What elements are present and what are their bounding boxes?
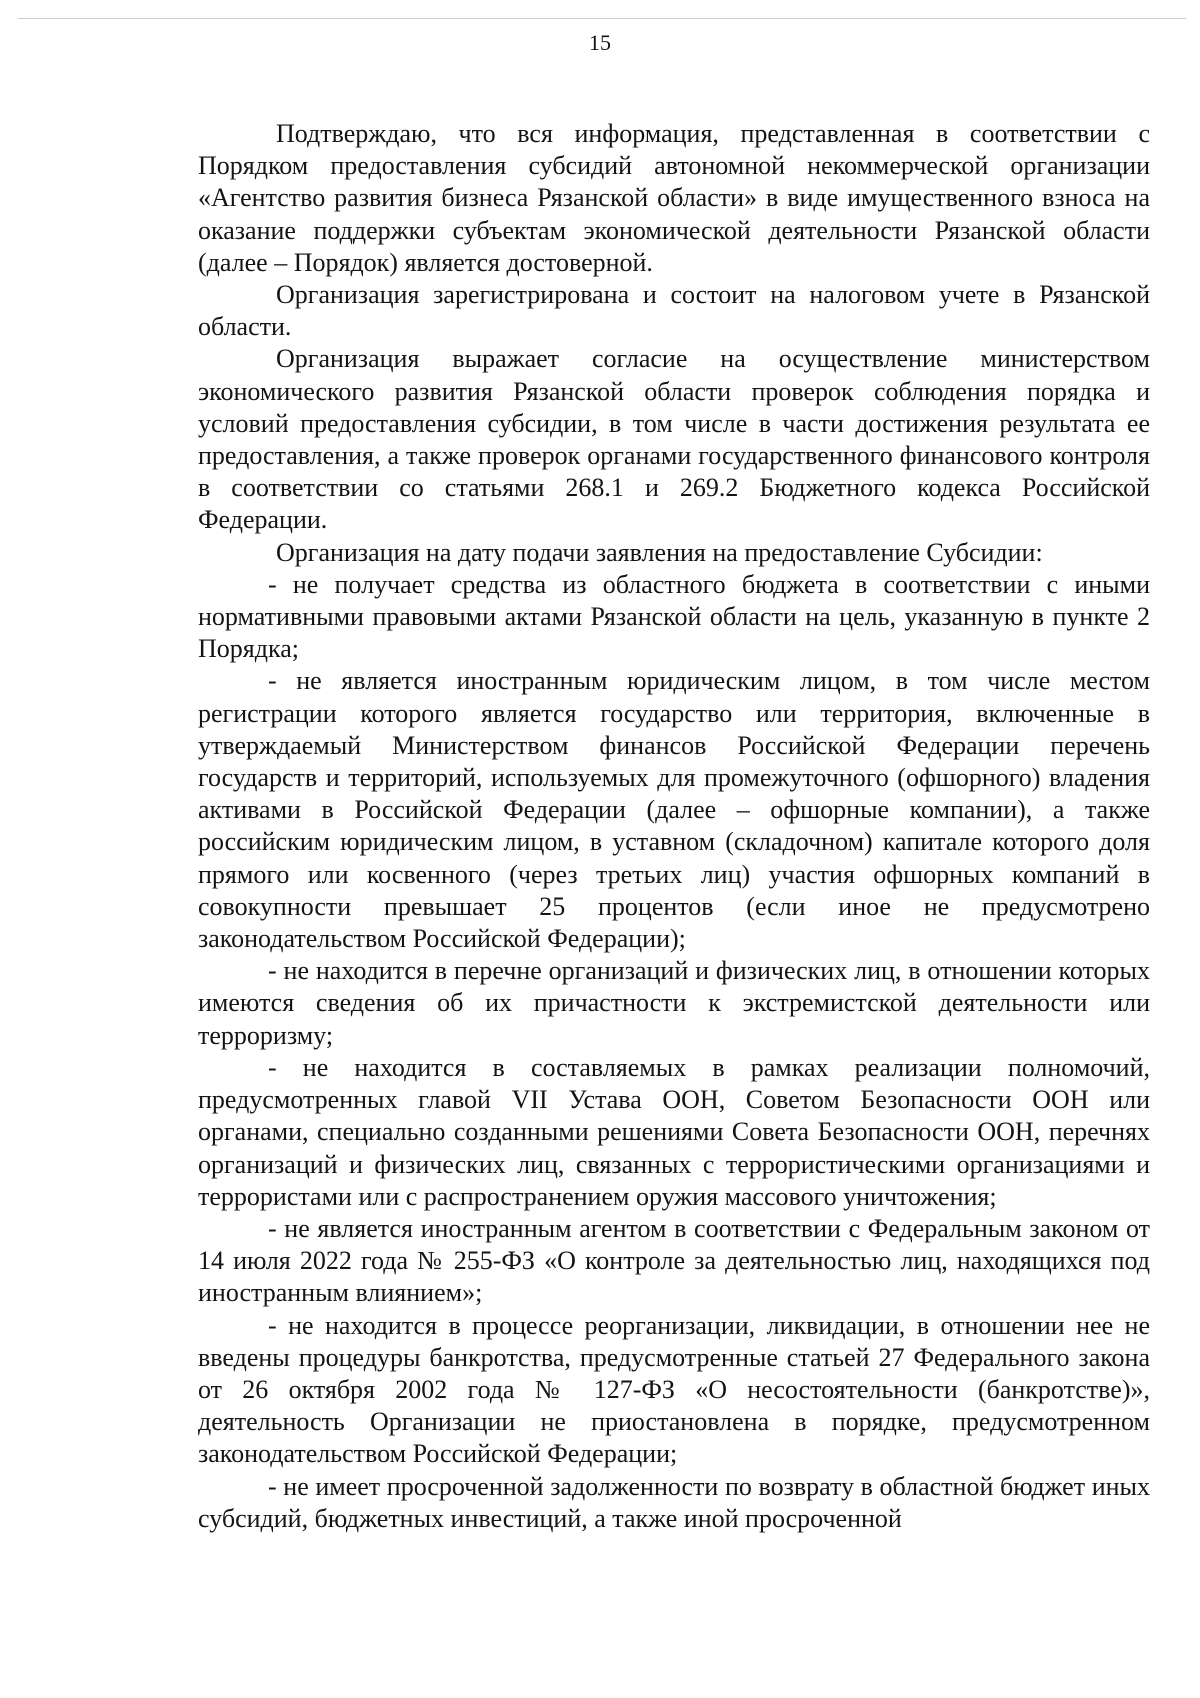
page-number: 15 [589, 30, 611, 55]
paragraph-registration: Организация зарегистрирована и состоит на налоговом учете в Рязанской области. [198, 280, 1150, 342]
paragraph-consent: Организация выражает согласие на осуществление министерством экономического развития Рязанской области проверок соблюдения порядка и условий предоставления субсидии, в том числе в части достижения результата ее предоставления, а также проверок органами государственного финансового контроля в соответствии со статьями 268.1 и 269.2 Бюджетного кодекса Российской Федерации. [198, 344, 1150, 535]
list-item-not-un-list: - не находится в составляемых в рамках реализации полномочий, предусмотренных главой VII Устава ООН, Советом Безопасности ООН или органами, специально созданными решениями Совета Безопасности ООН, перечнях организаций и физических лиц, связанных с террористическими организациями и террористами или с распространением оружия массового уничтожения; [198, 1052, 1150, 1211]
scan-border-line [18, 18, 1186, 19]
paragraph-confirmation: Подтверждаю, что вся информация, представленная в соответствии с Порядком предоставления субсидий автономной некоммерческой организации «Агентство развития бизнеса Рязанской области» в виде имущественного взноса на оказание поддержки субъектам экономической деятельности Рязанской области (далее – Порядок) является достоверной. [198, 119, 1150, 277]
list-item-not-reorganization: - не находится в процессе реорганизации, ликвидации, в отношении нее не введены процедуры банкротства, предусмотренные статьей 27 Федерального закона от 26 октября 2002 года № 127-ФЗ «О несостоятельности (банкротстве)», деятельность Организации не приостановлена в порядке, предусмотренном законодательством Российской Федерации; [198, 1310, 1150, 1469]
list-item-not-foreign-agent: - не является иностранным агентом в соответствии с Федеральным законом от 14 июля 2022 года № 255-ФЗ «О контроле за деятельностью лиц, находящихся под иностранным влиянием»; [198, 1213, 1150, 1308]
list-item-no-budget-funds: - не получает средства из областного бюджета в соответствии с иными нормативными правовыми актами Рязанской области на цель, указанную в пункте 2 Порядка; [198, 569, 1150, 664]
list-item-not-foreign-entity: - не является иностранным юридическим лицом, в том числе местом регистрации которого является государство или территория, включенные в утверждаемый Министерством финансов Российской Федерации перечень государств и территорий, используемых для промежуточного (офшорного) владения активами в Российской Федерации (далее – офшорные компании), а также российским юридическим лицом, в уставном (складочном) капитале которого доля прямого или косвенного (через третьих лиц) участия офшорных компаний в совокупности превышает 25 процентов (если иное не предусмотрено законодательством Российской Федерации); [198, 666, 1150, 954]
list-item-not-extremist-list: - не находится в перечне организаций и физических лиц, в отношении которых имеются сведения об их причастности к экстремистской деятельности или терроризму; [198, 956, 1150, 1050]
document-body [198, 118, 1150, 1535]
list-item-no-overdue-debt: - не имеет просроченной задолженности по возврату в областной бюджет иных субсидий, бюджетных инвестиций, а также иной просроченной [198, 1471, 1150, 1533]
paragraph-list-intro: Организация на дату подачи заявления на предоставление Субсидии: [276, 537, 1043, 567]
